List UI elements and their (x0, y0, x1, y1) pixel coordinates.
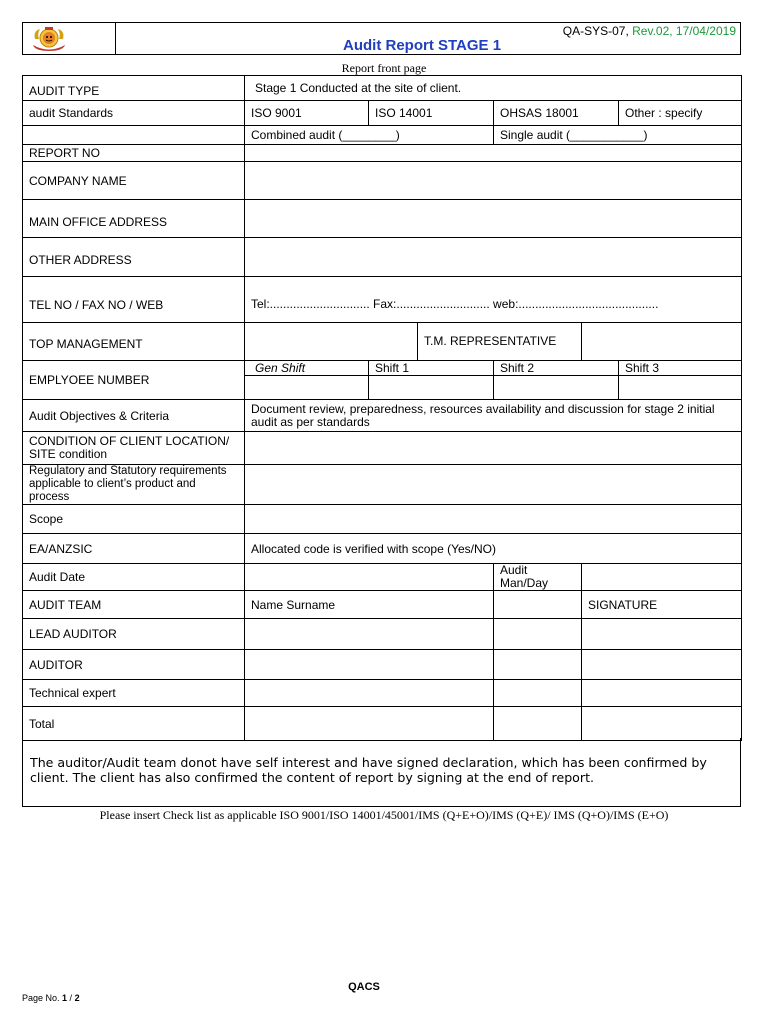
audit-standards-label: audit Standards (23, 101, 245, 126)
audit-team-label: AUDIT TEAM (23, 591, 245, 619)
shift2-label: Shift 2 (494, 361, 619, 376)
audit-date-field[interactable] (245, 564, 494, 591)
report-no-field[interactable] (245, 145, 742, 162)
top-management-label: TOP MANAGEMENT (23, 323, 245, 361)
technical-expert-name-field[interactable] (245, 680, 494, 707)
tel-fax-web-label: TEL NO / FAX NO / WEB (23, 277, 245, 323)
total-signature-field[interactable] (582, 707, 742, 741)
auditor-name-field[interactable] (245, 650, 494, 680)
audit-manday-field[interactable] (582, 564, 742, 591)
report-subtitle: Report front page (341, 61, 427, 75)
scope-label: Scope (23, 505, 245, 534)
employee-number-label: EMPLYOEE NUMBER (23, 361, 245, 400)
report-no-label: REPORT NO (23, 145, 245, 162)
std-iso14001[interactable]: ISO 14001 (369, 101, 494, 126)
lead-auditor-manday-field[interactable] (494, 619, 582, 650)
technical-expert-signature-field[interactable] (582, 680, 742, 707)
scope-field[interactable] (245, 505, 742, 534)
qacs-emblem-icon (31, 25, 67, 53)
company-name-label: COMPANY NAME (23, 162, 245, 200)
company-name-field[interactable] (245, 162, 742, 200)
std-other[interactable]: Other : specify (619, 101, 742, 126)
total-label: Total (23, 707, 245, 741)
name-surname-header: Name Surname (245, 591, 494, 619)
gen-shift-label: Gen Shift (245, 361, 369, 376)
auditor-label: AUDITOR (23, 650, 245, 680)
ea-anzsic-label: EA/ANZSIC (23, 534, 245, 564)
std-iso9001[interactable]: ISO 9001 (245, 101, 369, 126)
lead-auditor-label: LEAD AUDITOR (23, 619, 245, 650)
main-office-label: MAIN OFFICE ADDRESS (23, 200, 245, 238)
doc-code: QA-SYS-07, (562, 24, 629, 38)
single-audit-field[interactable]: Single audit (___________) (494, 126, 742, 145)
other-address-field[interactable] (245, 238, 742, 277)
footer-brand: QACS (348, 981, 380, 993)
team-manday-header (494, 591, 582, 619)
ea-anzsic-value[interactable]: Allocated code is verified with scope (Yes/NO) (245, 534, 742, 564)
audit-manday-label: Audit Man/Day (494, 564, 582, 591)
page-current: 1 (62, 993, 68, 1003)
shift2-field[interactable] (494, 376, 619, 400)
blank-cell (23, 126, 245, 145)
document-header (22, 22, 741, 55)
logo-cell (23, 23, 116, 54)
audit-objectives-label: Audit Objectives & Criteria (23, 400, 245, 432)
regulatory-field[interactable] (245, 465, 742, 505)
document-reference (563, 24, 736, 38)
page-title: Audit Report STAGE 1 (343, 37, 502, 54)
top-management-field[interactable] (245, 323, 418, 361)
page-separator: / (67, 993, 75, 1003)
technical-expert-label: Technical expert (23, 680, 245, 707)
tm-representative-label: T.M. REPRESENTATIVE (418, 323, 582, 361)
auditor-manday-field[interactable] (494, 650, 582, 680)
technical-expert-manday-field[interactable] (494, 680, 582, 707)
audit-type-label: AUDIT TYPE (23, 76, 245, 101)
signature-header: SIGNATURE (582, 591, 742, 619)
shift3-field[interactable] (619, 376, 742, 400)
declaration-text: The auditor/Audit team donot have self interest and have signed declaration, which has been confirmed by client. The client has also confirmed the content of report by signing at the end of report. (22, 738, 741, 807)
audit-type-value[interactable]: Stage 1 Conducted at the site of client. (245, 76, 742, 101)
lead-auditor-signature-field[interactable] (582, 619, 742, 650)
tel-fax-web-field[interactable]: Tel:.............................. Fax:............................ web:.......................................... (245, 277, 742, 323)
auditor-signature-field[interactable] (582, 650, 742, 680)
checklist-note: Please insert Check list as applicable ISO 9001/ISO 14001/45001/IMS (Q+E+O)/IMS (Q+E)/ IMS (Q+O)/IMS (E+O) (99, 808, 669, 822)
shift1-field[interactable] (369, 376, 494, 400)
shift1-label: Shift 1 (369, 361, 494, 376)
lead-auditor-name-field[interactable] (245, 619, 494, 650)
page-number (22, 993, 80, 1003)
audit-date-label: Audit Date (23, 564, 245, 591)
regulatory-label: Regulatory and Statutory requirements applicable to client’s product and process (23, 465, 245, 505)
total-name-field[interactable] (245, 707, 494, 741)
client-condition-field[interactable] (245, 432, 742, 465)
revision: Rev.02, 17/04/2019 (628, 24, 736, 38)
other-address-label: OTHER ADDRESS (23, 238, 245, 277)
total-manday-field[interactable] (494, 707, 582, 741)
audit-objectives-value[interactable]: Document review, preparedness, resources availability and discussion for stage 2 initial audit as per standards (245, 400, 742, 432)
client-condition-label: CONDITION OF CLIENT LOCATION/ SITE condition (23, 432, 245, 465)
audit-form-table (22, 75, 742, 741)
page-label: Page No. (22, 993, 63, 1003)
tm-representative-field[interactable] (582, 323, 742, 361)
gen-shift-field[interactable] (245, 376, 369, 400)
main-office-field[interactable] (245, 200, 742, 238)
std-ohsas18001[interactable]: OHSAS 18001 (494, 101, 619, 126)
page-total: 2 (74, 993, 80, 1003)
combined-audit-field[interactable]: Combined audit (________) (245, 126, 494, 145)
shift3-label: Shift 3 (619, 361, 742, 376)
